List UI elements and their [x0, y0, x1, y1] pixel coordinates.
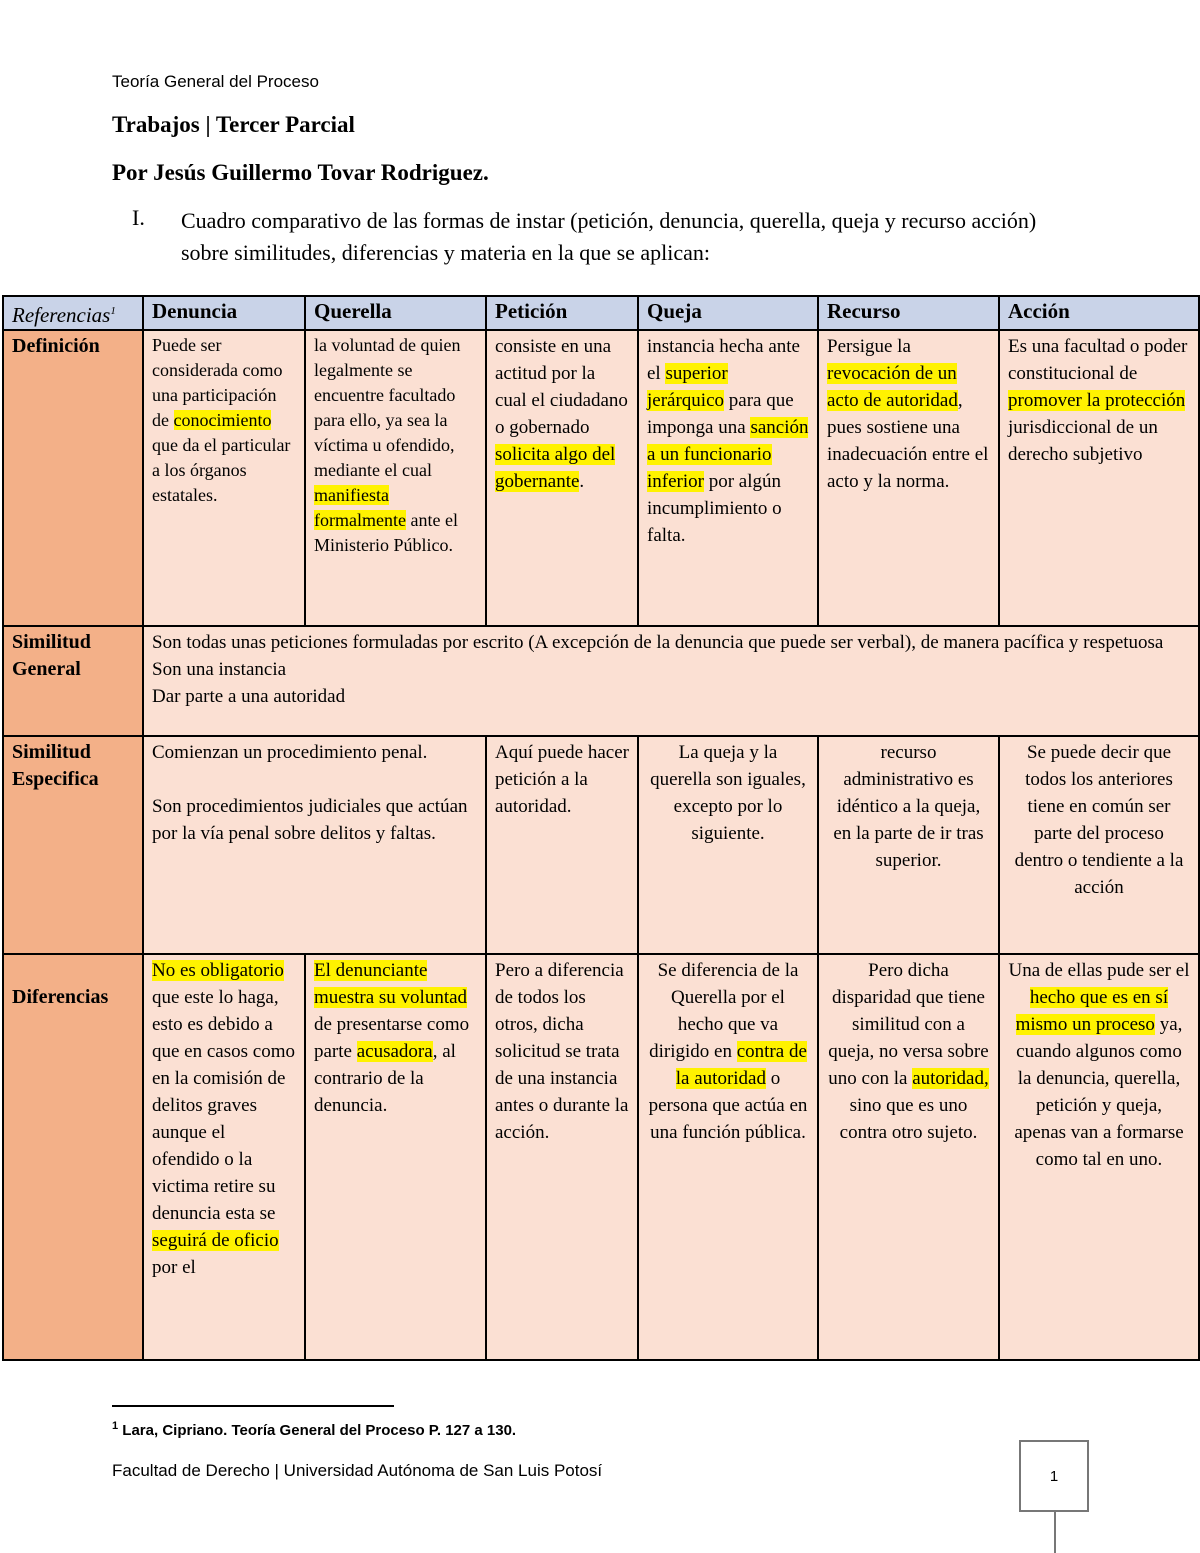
text: Pero dicha disparidad que tiene similitud con a queja, no versa sobre uno con la	[828, 960, 989, 1089]
page-number: 1	[1049, 1467, 1059, 1485]
text: ya, cuando algunos como la denuncia, querella, petición y queja, apenas van a formarse como tal en uno.	[1014, 1014, 1184, 1170]
footnote-number: 1	[112, 1420, 119, 1432]
highlight: No es obligatorio	[152, 960, 284, 981]
page-number-line	[1054, 1510, 1056, 1553]
table-row-similitud-general	[3, 626, 1199, 736]
text: de presentarse como parte	[314, 1014, 470, 1062]
highlight: hecho que es en sí mismo un proceso	[1015, 987, 1169, 1035]
footnote-separator	[112, 1405, 394, 1407]
cell-def-accion	[999, 330, 1199, 626]
sim-esp-paragraph: Comienzan un procedimiento penal.	[152, 742, 428, 763]
highlight: revocación de un acto de autoridad	[827, 363, 958, 411]
text: sino que es uno contra otro sujeto.	[839, 1095, 978, 1143]
row-label-similitud-especifica: Similitud Especifica	[3, 736, 143, 954]
table-header-row	[3, 296, 1199, 330]
cell-sim-accion: Se puede decir que todos los anteriores tiene en común ser parte del proceso dentro o tendiente a la acción	[999, 736, 1199, 954]
comparison-table	[2, 295, 1200, 1361]
highlight: sanción a un funcionario inferior	[647, 417, 809, 492]
footnote	[112, 1420, 516, 1439]
highlight: seguirá de oficio	[152, 1230, 279, 1251]
cell-sim-recurso: recurso administrativo es idéntico a la queja, en la parte de ir tras superior.	[818, 736, 999, 954]
text: jurisdiccional de un derecho subjetivo	[1008, 417, 1158, 465]
header-ref-text: Referencias	[12, 303, 111, 327]
text: instancia hecha ante el	[647, 336, 800, 384]
highlight: conocimiento	[173, 410, 272, 430]
text: para que imponga una	[647, 390, 794, 438]
row-label-text: Diferencias	[12, 986, 109, 1008]
cell-sim-queja: La queja y la querella son iguales, excepto por lo siguiente.	[638, 736, 818, 954]
text: por el	[152, 1257, 196, 1278]
text: ante el Ministerio Público.	[314, 510, 458, 555]
highlight: superior jerárquico	[647, 363, 728, 411]
highlight: autoridad,	[912, 1068, 989, 1089]
text: que este lo haga, esto es debido a que en casos como en la comisión de delitos graves aunque el ofendido o la victima retire su denuncia esta se	[152, 987, 295, 1224]
highlight: manifiesta formalmente	[314, 485, 406, 530]
cell-def-querella	[305, 330, 486, 626]
highlight: promover la protección	[1008, 390, 1186, 411]
header-cell-denuncia: Denuncia	[143, 296, 305, 330]
header-cell-peticion: Petición	[486, 296, 638, 330]
text: Una de ellas pude ser el	[1008, 960, 1190, 981]
footnote-text: Lara, Cipriano. Teoría General del Proceso P. 127 a 130.	[122, 1422, 517, 1439]
text: o persona que actúa en una función pública.	[648, 1068, 808, 1143]
cell-def-recurso	[818, 330, 999, 626]
cell-def-peticion	[486, 330, 638, 626]
text: Se diferencia de la Querella por el hecho que va dirigido en	[649, 960, 799, 1062]
cell-dif-recurso	[818, 954, 999, 1360]
text: Es una facultad o poder constitucional de	[1008, 336, 1188, 384]
text: , al contrario de la denuncia.	[314, 1041, 456, 1116]
header-cell-querella: Querella	[305, 296, 486, 330]
cell-def-queja	[638, 330, 818, 626]
cell-sim-denuncia-querella	[143, 736, 486, 954]
text: Puede ser considerada como una participación de	[152, 335, 283, 430]
highlight: solicita algo del gobernante	[495, 444, 616, 492]
similitud-general-line: Son todas unas peticiones formuladas por escrito (A excepción de la denuncia que puede ser verbal), de manera pacífica y respetuosa	[152, 632, 1164, 653]
highlight: acusadora	[356, 1041, 433, 1062]
document-title: Trabajos | Tercer Parcial	[112, 112, 355, 137]
header-cell-referencias	[3, 296, 143, 330]
document-author: Por Jesús Guillermo Tovar Rodriguez.	[112, 160, 489, 185]
row-label-definicion: Definición	[3, 330, 143, 626]
cell-dif-denuncia	[143, 954, 305, 1360]
highlight: contra de la autoridad	[675, 1041, 807, 1089]
text: consiste en una actitud por la cual el ciudadano o gobernado	[495, 336, 628, 438]
text: , pues sostiene una inadecuación entre el acto y la norma.	[827, 390, 989, 492]
header-cell-recurso: Recurso	[818, 296, 999, 330]
similitud-general-line: Dar parte a una autoridad	[152, 686, 346, 707]
text: que da el particular a los órganos estatales.	[152, 435, 291, 505]
text: por algún incumplimiento o falta.	[647, 471, 782, 546]
cell-dif-peticion: Pero a diferencia de todos los otros, dicha solicitud se trata de una instancia antes o durante la acción.	[486, 954, 638, 1360]
row-label-diferencias	[3, 954, 143, 1360]
text: la voluntad de quien legalmente se encuentre facultado para ello, ya sea la víctima u ofendido, mediante el cual	[314, 335, 461, 480]
header-cell-accion: Acción	[999, 296, 1199, 330]
text: Persigue la	[827, 336, 911, 357]
text: .	[579, 471, 585, 492]
cell-similitud-general	[143, 626, 1199, 736]
cell-sim-peticion: Aquí puede hacer petición a la autoridad.	[486, 736, 638, 954]
sim-esp-paragraph: Son procedimientos judiciales que actúan por la vía penal sobre delitos y faltas.	[152, 796, 468, 844]
table-row-similitud-especifica	[3, 736, 1199, 954]
list-item-number: I.	[132, 205, 145, 230]
cell-def-denuncia	[143, 330, 305, 626]
page-footer: Facultad de Derecho | Universidad Autónoma de San Luis Potosí	[112, 1461, 603, 1480]
page-number-box	[1019, 1440, 1089, 1512]
table-row-diferencias	[3, 954, 1199, 1360]
cell-dif-queja	[638, 954, 818, 1360]
row-label-similitud-general: Similitud General	[3, 626, 143, 736]
list-item-text: Cuadro comparativo de las formas de instar (petición, denuncia, querella, queja y recurso acción) sobre similitudes, diferencias y materia en la que se aplican:	[181, 208, 1037, 265]
running-header: Teoría General del Proceso	[112, 72, 319, 91]
footnote-ref: 1	[110, 305, 116, 317]
cell-dif-querella	[305, 954, 486, 1360]
table-row-definicion	[3, 330, 1199, 626]
similitud-general-line: Son una instancia	[152, 659, 287, 680]
highlight: El denunciante muestra su voluntad	[314, 960, 468, 1008]
header-cell-queja: Queja	[638, 296, 818, 330]
cell-dif-accion	[999, 954, 1199, 1360]
